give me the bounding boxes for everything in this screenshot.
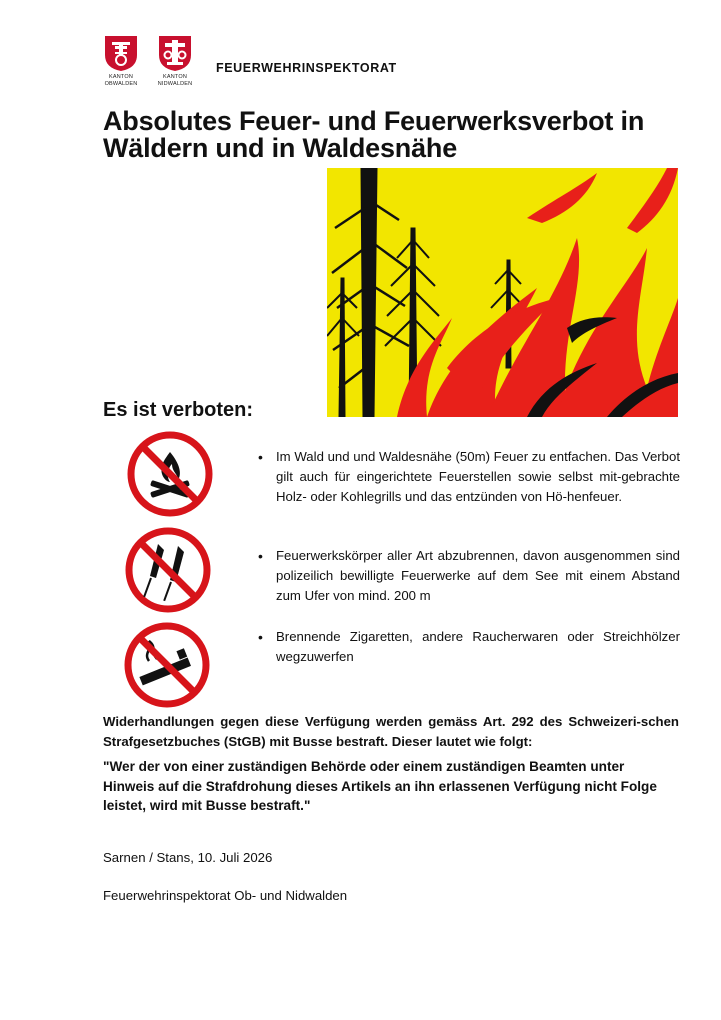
nidwalden-crest-icon <box>157 35 193 72</box>
list-item <box>258 627 680 667</box>
list-item-text: Feuerwerkskörper aller Art abzubrennen, davon ausgenommen sind polizeilich bewilligte Feuerwerke auf dem See mit einem Abstand zum Ufer von mind. 200 m <box>276 548 680 603</box>
no-campfire-icon <box>126 430 214 518</box>
obwalden-crest <box>103 35 139 87</box>
list-item-text: Brennende Zigaretten, andere Raucherwaren oder Streichhölzer wegzuwerfen <box>276 629 680 664</box>
crest-label: KANTON NIDWALDEN <box>157 74 193 87</box>
legal-notice: Widerhandlungen gegen diese Verfügung werden gemäss Art. 292 des Schweizeri-schen Strafgesetzbuches (StGB) mit Busse bestraft. Dieser lautet wie folgt: <box>103 714 679 749</box>
bullet-icon: • <box>258 449 263 465</box>
no-fireworks-icon <box>124 526 212 614</box>
place-date: Sarnen / Stans, 10. Juli 2026 <box>103 850 273 865</box>
obwalden-crest-icon <box>103 35 139 72</box>
prohibited-heading: Es ist verboten: <box>103 399 254 421</box>
organization-name: FEUERWEHRINSPEKTORAT <box>216 61 397 75</box>
bullet-icon: • <box>258 548 263 564</box>
nidwalden-crest <box>157 35 193 87</box>
page-title: Absolutes Feuer- und Feuerwerksverbot in Wäldern und in Waldesnähe <box>103 106 645 163</box>
bullet-icon: • <box>258 629 263 645</box>
list-item <box>258 447 680 507</box>
list-item-text: Im Wald und und Waldesnähe (50m) Feuer zu entfachen. Das Verbot gilt auch für eingerichtete Feuerstellen sowie selbst mit-gebrachte Holz- oder Kohlegrills und das entzünden von Hö-henfeuer. <box>276 449 680 504</box>
no-smoking-icon <box>123 621 211 709</box>
crest-label: KANTON OBWALDEN <box>104 74 138 87</box>
list-item <box>258 546 680 606</box>
forest-fire-image <box>327 168 678 417</box>
legal-quote: "Wer der von einer zuständigen Behörde oder einem zuständigen Beamten unter Hinweis auf die Strafdrohung dieses Artikels an ihn erlassenen Verfügung nicht Folge leistet, wird mit Busse bestraft." <box>103 759 657 813</box>
sender: Feuerwehrinspektorat Ob- und Nidwalden <box>103 888 348 903</box>
